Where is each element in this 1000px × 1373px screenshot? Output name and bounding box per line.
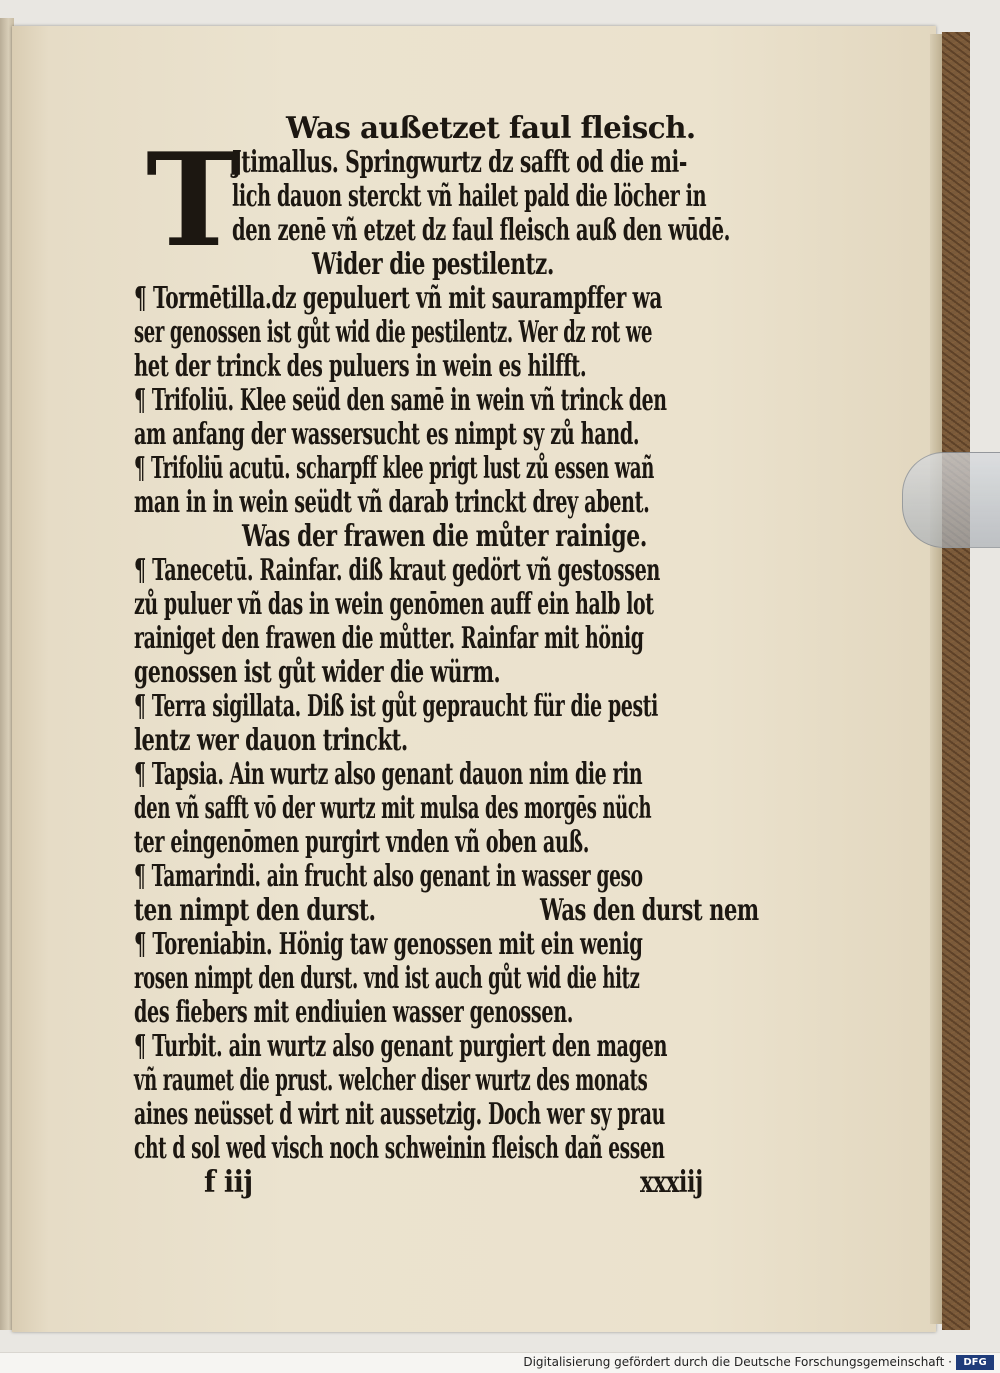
- signature-mark: f iij: [204, 1165, 253, 1200]
- initial-capital: T: [146, 126, 242, 276]
- text-line: lentz wer dauon trinckt.: [134, 723, 408, 758]
- text-line: ¶ Trifoliū. Klee seüd den samē in wein vñ trinck den: [134, 383, 667, 418]
- text-line: zů puluer vñ das in wein genōmen auff ein halb lot: [134, 587, 654, 622]
- funding-credit: Digitalisierung gefördert durch die Deutsche Forschungsgemeinschaft ·: [523, 1355, 952, 1369]
- text-line: aines neüsset d wirt nit aussetzig. Doch wer sy prau: [134, 1097, 665, 1132]
- text-line: vñ raumet die prust. welcher diser wurtz des monats: [134, 1063, 648, 1098]
- text-line: ¶ Tamarindi. ain frucht also genant in wasser geso: [134, 859, 643, 894]
- text-line: genossen ist gůt wider die würm.: [134, 655, 501, 690]
- heading-line: Was der frawen die můter rainige.: [242, 519, 647, 554]
- text-line: den zenē vñ etzet dz faul fleisch auß den wūdē.: [232, 213, 731, 248]
- text-line: ter eingenōmen purgirt vnden vñ oben auß.: [134, 825, 590, 860]
- text-line: rosen nimpt den durst. vnd ist auch gůt wid die hitz: [134, 961, 640, 996]
- text-line: ser genossen ist gůt wid die pestilentz. Wer dz rot we: [134, 315, 653, 350]
- text-line: ¶ Tanecetū. Rainfar. diß kraut gedört vñ gestossen: [134, 553, 661, 588]
- text-line: rainiget den frawen die můtter. Rainfar mit hönig: [134, 621, 644, 656]
- heading-line: Was außetzet faul fleisch.: [286, 111, 696, 146]
- text-line: den vñ safft vō der wurtz mit mulsa des morgēs nüch: [134, 791, 652, 826]
- text-line: ¶ Terra sigillata. Diß ist gůt gepraucht für die pesti: [134, 689, 658, 724]
- text-line: ¶ Tapsia. Ain wurtz also genant dauon nim die rin: [134, 757, 643, 792]
- text-line: ¶ Turbit. ain wurtz also genant purgiert den magen: [134, 1029, 668, 1064]
- text-line: lich dauon sterckt vñ hailet pald die löcher in: [232, 179, 707, 214]
- text-line: het der trinck des puluers in wein es hilfft.: [134, 349, 587, 384]
- heading-line: Was den durst nem: [540, 893, 759, 928]
- text-line: des fiebers mit endiuien wasser genossen.: [134, 995, 574, 1030]
- text-line: man in in wein seüdt vñ darab trinckt drey abent.: [134, 485, 650, 520]
- dfg-logo: DFG: [956, 1355, 994, 1370]
- text-line: cht d sol wed visch noch schweinin fleisch dañ essen: [134, 1131, 665, 1166]
- text-line: ¶ Toreniabin. Hönig taw genossen mit ein wenig: [134, 927, 643, 962]
- text-line: Jtimallus. Springwurtz dz safft od die mi-: [232, 145, 687, 180]
- text-line: ¶ Tormētilla.dz gepuluert vñ mit saurampffer wa: [134, 281, 663, 316]
- text-line: ¶ Trifoliū acutū. scharpff klee prigt lust zů essen wañ: [134, 451, 654, 486]
- footer-bar: [0, 1352, 1000, 1373]
- folio-number: xxxiij: [640, 1165, 703, 1200]
- heading-line: Wider die pestilentz.: [312, 247, 554, 282]
- text-line: am anfang der wassersucht es nimpt sy zů hand.: [134, 417, 640, 452]
- text-line: ten nimpt den durst.: [134, 893, 376, 928]
